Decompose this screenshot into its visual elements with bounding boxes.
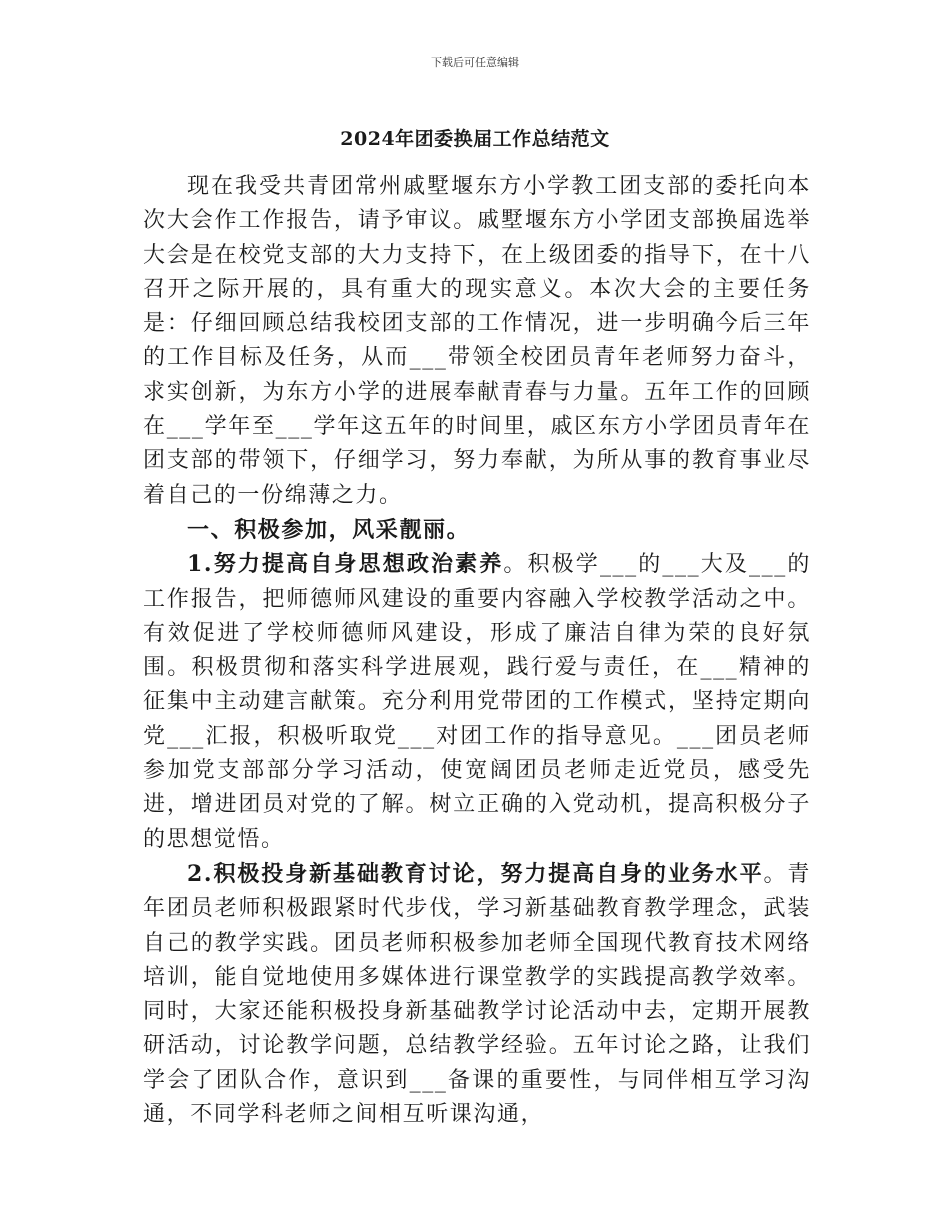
document-body (143, 170, 811, 1132)
item-2-text: 。青年团员老师积极跟紧时代步伐，学习新基础教育教学理念，武装自己的教学实践。团员老师积极参加老师全国现代教育技术网络培训，能自觉地使用多媒体进行课堂教学的实践提高教学效率。同时，大家还能积极投身新基础教学讨论活动中去，定期开展教研活动，讨论教学问题，总结教学经验。五年讨论之路，让我们学会了团队合作，意识到___备课的重要性，与同伴相互学习沟通，不同学科老师之间相互听课沟通， (143, 861, 811, 1128)
item-2-paragraph (143, 857, 811, 1132)
page-title: 2024年团委换届工作总结范文 (340, 128, 610, 150)
item-1-text: 。积极学___的___大及___的工作报告，把师德师风建设的重要内容融入学校教学活动之中。有效促进了学校师德师风建设，形成了廉洁自律为荣的良好氛围。积极贯彻和落实科学进展观，践行爱与责任，在___精神的征集中主动建言献策。充分利用党带团的工作模式，坚持定期向党___汇报，积极听取党___对团工作的指导意见。___团员老师参加党支部部分学习活动，使宽阔团员老师走近党员，感受先进，增进团员对党的了解。树立正确的入党动机，提高积极分子的思想觉悟。 (143, 552, 811, 852)
intro-paragraph (143, 170, 811, 513)
item-2-lead: 2.积极投身新基础教育讨论，努力提高自身的业务水平 (187, 860, 764, 887)
item-1-lead: 1.努力提高自身思想政治素养 (187, 551, 504, 578)
header-note: 下载后可任意编辑 (431, 56, 519, 69)
section-heading: 一、积极参加，风采靓丽。 (187, 516, 471, 543)
item-1-paragraph (143, 547, 811, 857)
paragraph-text: 现在我受共青团常州戚墅堰东方小学教工团支部的委托向本次大会作工作报告，请予审议。戚墅堰东方小学团支部换届选举大会是在校党支部的大力支持下，在上级团委的指导下，在十八召开之际开展的，具有重大的现实意义。本次大会的主要任务是：仔细回顾总结我校团支部的工作情况，进一步明确今后三年的工作目标及任务，从而___带领全校团员青年老师努力奋斗，求实创新，为东方小学的进展奉献青春与力量。五年工作的回顾在___学年至___学年这五年的时间里，戚区东方小学团员青年在团支部的带领下，仔细学习，努力奉献，为所从事的教育事业尽着自己的一份绵薄之力。 (143, 174, 811, 508)
